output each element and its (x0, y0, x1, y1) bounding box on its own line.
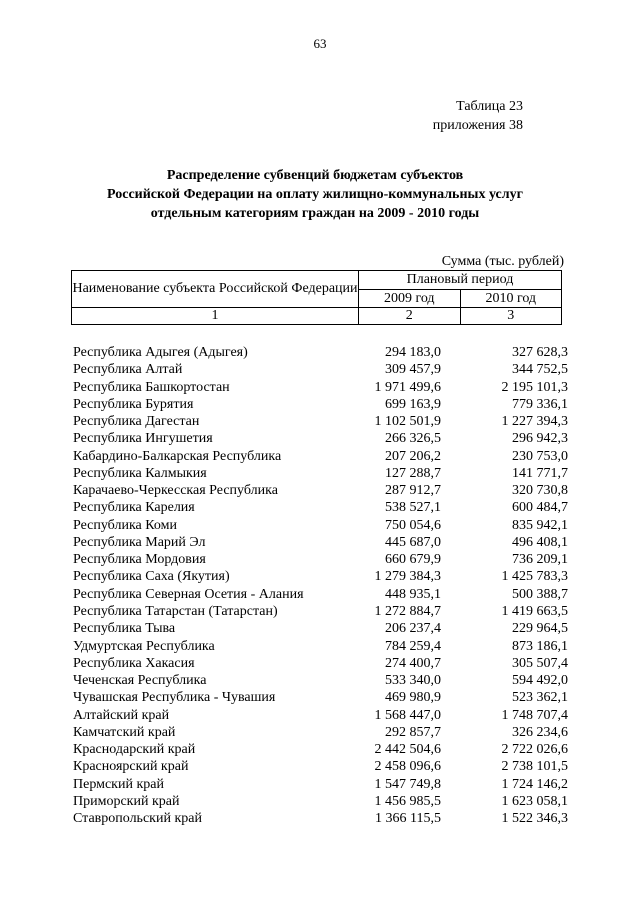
data-rows (73, 344, 573, 827)
column-number: 2 (359, 308, 461, 325)
amount-2009: 2 458 096,6 (374, 759, 441, 775)
amount-2009: 1 366 115,5 (375, 811, 441, 827)
subject-name: Республика Хакасия (73, 655, 195, 671)
subject-name: Республика Марий Эл (73, 534, 206, 550)
amount-2010: 230 753,0 (512, 448, 568, 464)
amount-2009: 750 054,6 (385, 517, 441, 533)
amount-2010: 320 730,8 (512, 483, 568, 499)
table-row (73, 810, 573, 827)
subject-name: Карачаево-Черкесская Республика (73, 483, 278, 499)
amount-2009: 1 272 884,7 (374, 603, 441, 619)
table-row (73, 344, 573, 361)
amount-2010: 1 724 146,2 (501, 776, 568, 792)
table-number: Таблица 23 (456, 99, 523, 114)
amount-2009: 309 457,9 (385, 362, 441, 378)
amount-2009: 266 326,5 (385, 431, 441, 447)
amount-2009: 1 971 499,6 (374, 379, 441, 395)
title-line: Распределение субвенций бюджетам субъектов (166, 168, 464, 183)
subject-name: Республика Башкортостан (73, 379, 230, 395)
amount-2010: 1 748 707,4 (501, 707, 568, 723)
table-row (73, 603, 573, 620)
amount-2009: 207 206,2 (385, 448, 441, 464)
amount-2009: 445 687,0 (385, 534, 441, 550)
title-line: отдельным категориям граждан на 2009 - 2010 годы (150, 206, 480, 221)
subject-name: Республика Мордовия (73, 552, 206, 568)
amount-2009: 699 163,9 (385, 396, 441, 412)
table-reference (400, 97, 523, 135)
amount-2009: 469 980,9 (385, 690, 441, 706)
subject-name: Республика Ингушетия (73, 431, 213, 447)
subject-name: Ставропольский край (73, 811, 202, 827)
table-row (73, 413, 573, 430)
table-row (73, 568, 573, 585)
amount-2010: 736 209,1 (512, 552, 568, 568)
amount-2009: 1 279 384,3 (374, 569, 441, 585)
subject-name: Республика Адыгея (Адыгея) (73, 345, 248, 360)
amount-2010: 835 942,1 (512, 517, 568, 533)
amount-2009: 1 102 501,9 (374, 414, 441, 430)
table-row (73, 707, 573, 724)
table-row (73, 620, 573, 637)
amount-2009: 538 527,1 (385, 500, 441, 516)
table-row (73, 379, 573, 396)
table-row (73, 638, 573, 655)
amount-2010: 305 507,4 (512, 655, 568, 671)
subject-name: Республика Саха (Якутия) (73, 569, 230, 585)
amount-2010: 523 362,1 (512, 690, 568, 706)
subject-name: Приморский край (73, 793, 180, 809)
subject-name: Республика Северная Осетия - Алания (73, 586, 304, 602)
amount-2010: 2 738 101,5 (501, 759, 568, 775)
amount-2010: 1 522 346,3 (501, 811, 568, 827)
subject-name: Республика Тыва (73, 621, 176, 637)
amount-2010: 2 195 101,3 (501, 379, 568, 395)
amount-2010: 141 771,7 (512, 465, 568, 481)
table-row (73, 396, 573, 413)
column-number: 3 (460, 308, 562, 325)
table-row (73, 586, 573, 603)
amount-2010: 229 964,5 (512, 621, 568, 637)
amount-2010: 327 628,3 (512, 345, 568, 360)
amount-2010: 779 336,1 (512, 396, 568, 412)
amount-2010: 1 425 783,3 (501, 569, 568, 585)
amount-2009: 206 237,4 (385, 621, 441, 637)
subject-name: Республика Алтай (73, 362, 183, 378)
amount-2009: 292 857,7 (385, 724, 441, 740)
table-row (73, 793, 573, 810)
amount-2009: 274 400,7 (385, 655, 441, 671)
table-row (73, 689, 573, 706)
table-row (73, 741, 573, 758)
amount-2009: 448 935,1 (385, 586, 441, 602)
amount-2010: 326 234,6 (512, 724, 568, 740)
amount-2010: 873 186,1 (512, 638, 568, 654)
table-row (73, 448, 573, 465)
table-row (73, 551, 573, 568)
table-row (73, 361, 573, 378)
amount-2010: 296 942,3 (512, 431, 568, 447)
amount-2009: 660 679,9 (385, 552, 441, 568)
column-number: 1 (72, 308, 359, 325)
table-row (73, 465, 573, 482)
amount-2010: 2 722 026,6 (501, 742, 568, 758)
subject-name: Республика Коми (73, 517, 177, 533)
units-label: Сумма (тыс. рублей) (441, 254, 564, 269)
subject-name: Республика Дагестан (73, 414, 200, 430)
amount-2009: 1 568 447,0 (374, 707, 441, 723)
subject-name: Республика Карелия (73, 500, 195, 516)
subject-name: Чувашская Республика - Чувашия (73, 690, 276, 706)
header-planning-period: Плановый период (359, 271, 562, 290)
title-line: Российской Федерации на оплату жилищно-коммунальных услуг (107, 187, 523, 202)
table-row (73, 534, 573, 551)
table-row (73, 482, 573, 499)
subject-name: Красноярский край (73, 759, 189, 775)
header-name-column: Наименование субъекта Российской Федерации (72, 271, 359, 308)
table-row (73, 724, 573, 741)
amount-2009: 784 259,4 (385, 638, 441, 654)
amount-2009: 533 340,0 (385, 673, 441, 689)
subject-name: Республика Бурятия (73, 396, 194, 412)
subject-name: Краснодарский край (73, 742, 196, 758)
amount-2010: 496 408,1 (512, 534, 568, 550)
table-row (73, 430, 573, 447)
amount-2010: 500 388,7 (512, 586, 568, 602)
amount-2009: 127 288,7 (385, 465, 441, 481)
amount-2010: 594 492,0 (512, 673, 568, 689)
table-row (73, 499, 573, 516)
table-row (73, 776, 573, 793)
table-header (71, 270, 562, 325)
subject-name: Чеченская Республика (73, 673, 207, 689)
document-title (60, 166, 570, 223)
header-year-2010: 2010 год (460, 290, 562, 308)
table-row (73, 672, 573, 689)
amount-2010: 344 752,5 (512, 362, 568, 378)
amount-2010: 1 419 663,5 (501, 603, 568, 619)
subject-name: Пермский край (73, 776, 164, 792)
amount-2009: 1 456 985,5 (374, 793, 441, 809)
subject-name: Удмуртская Республика (73, 638, 215, 654)
appendix-number: приложения 38 (432, 118, 523, 133)
table-row (73, 758, 573, 775)
amount-2009: 287 912,7 (385, 483, 441, 499)
header-year-2009: 2009 год (359, 290, 461, 308)
subject-name: Камчатский край (73, 724, 176, 740)
table-row (73, 655, 573, 672)
subject-name: Алтайский край (73, 707, 170, 723)
amount-2009: 294 183,0 (385, 345, 441, 360)
subject-name: Республика Татарстан (Татарстан) (73, 603, 278, 619)
amount-2010: 1 623 058,1 (501, 793, 568, 809)
subject-name: Республика Калмыкия (73, 465, 207, 481)
amount-2010: 600 484,7 (512, 500, 568, 516)
page-number: 63 (313, 36, 327, 51)
subject-name: Кабардино-Балкарская Республика (73, 448, 282, 464)
amount-2009: 1 547 749,8 (374, 776, 441, 792)
table-row (73, 517, 573, 534)
amount-2010: 1 227 394,3 (501, 414, 568, 430)
amount-2009: 2 442 504,6 (374, 742, 441, 758)
